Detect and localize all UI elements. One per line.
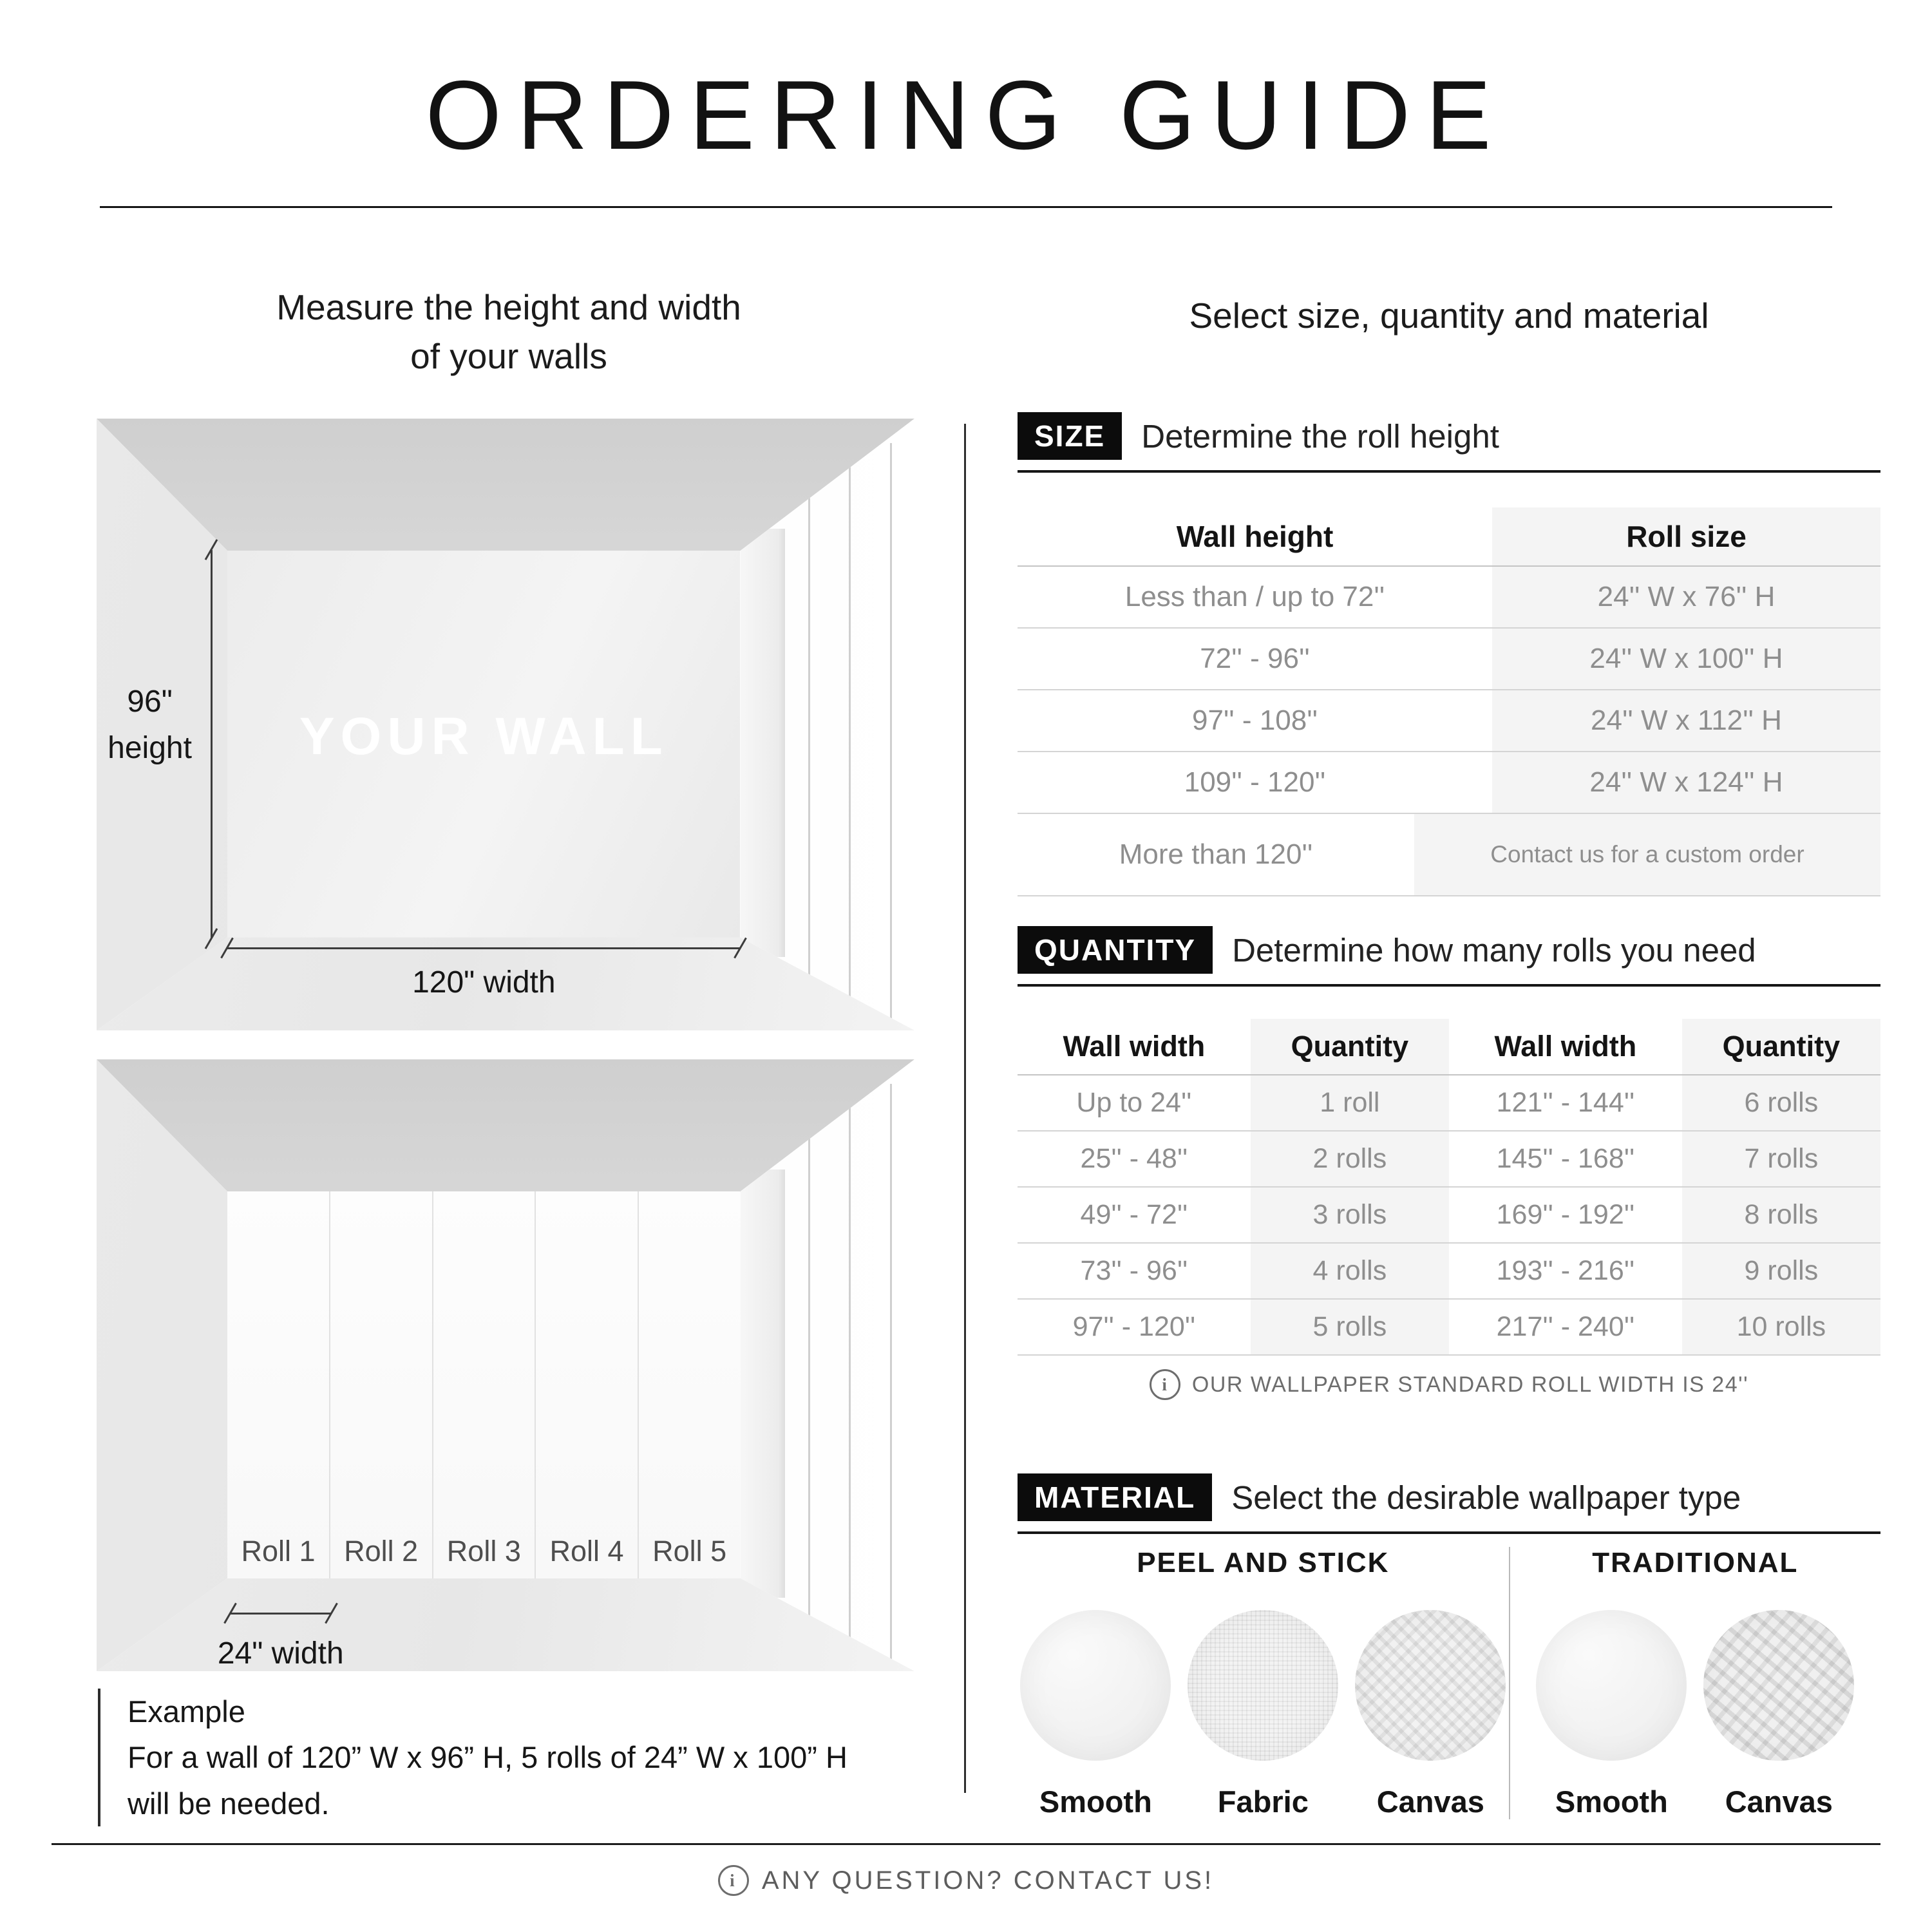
page-title: ORDERING GUIDE — [425, 61, 1507, 170]
title-divider — [100, 206, 1832, 208]
example-line1: For a wall of 120” W x 96” H, 5 rolls of 24” W x 100” H — [128, 1740, 848, 1775]
height-value: 96" — [127, 684, 173, 719]
swatch-fabric — [1188, 1610, 1338, 1761]
quantity-table — [1018, 1019, 1880, 1356]
roll-size-cell: 24'' W x 124'' H — [1492, 752, 1880, 813]
swatch-label: Smooth — [1555, 1785, 1668, 1819]
swatch-canvas — [1703, 1610, 1854, 1761]
roll-size-cell: 24'' W x 100'' H — [1492, 629, 1880, 689]
quantity-cell: 2 rolls — [1251, 1132, 1449, 1186]
quantity-cell: 6 rolls — [1682, 1075, 1880, 1130]
wallpaper-roll-panels — [227, 1191, 740, 1578]
size-table-row — [1018, 690, 1880, 752]
quantity-row — [1018, 1132, 1880, 1188]
material-group-title: TRADITIONAL — [1592, 1547, 1799, 1578]
roll-label: Roll 1 — [241, 1534, 316, 1567]
quantity-cell: 1 roll — [1251, 1075, 1449, 1130]
swatch-label: Fabric — [1217, 1785, 1309, 1819]
quantity-header-cell: Wall width — [1494, 1030, 1637, 1063]
quantity-section-header — [1018, 926, 1880, 987]
roll-panel — [433, 1191, 536, 1578]
swatch-label: Smooth — [1039, 1785, 1152, 1819]
example-block — [98, 1689, 965, 1826]
height-label — [97, 679, 203, 772]
swatch-smooth — [1020, 1610, 1171, 1761]
left-heading-line2: of your walls — [410, 336, 607, 376]
size-table-header-row — [1018, 507, 1880, 567]
swatch-label: Canvas — [1725, 1785, 1833, 1819]
swatch-canvas — [1355, 1610, 1506, 1761]
wall-height-cell: 97'' - 108'' — [1191, 705, 1318, 736]
footer-divider — [52, 1843, 1880, 1845]
info-icon: i — [718, 1865, 749, 1896]
size-section-header — [1018, 412, 1880, 473]
quantity-header-row — [1018, 1019, 1880, 1075]
material-options — [1018, 1547, 1880, 1819]
roll-panel — [227, 1191, 330, 1578]
wall-width-cell: 121'' - 144'' — [1496, 1087, 1635, 1118]
size-subtitle: Determine the roll height — [1141, 417, 1499, 455]
size-table-row — [1018, 629, 1880, 690]
left-heading-line1: Measure the height and width — [276, 287, 741, 327]
wall-height-cell: 72'' - 96'' — [1200, 643, 1310, 674]
quantity-cell: 8 rolls — [1682, 1188, 1880, 1242]
room-illustration-rolls — [97, 1059, 914, 1671]
material-badge: MATERIAL — [1018, 1473, 1212, 1521]
room-illustration-measure — [97, 419, 914, 1030]
wall-width-cell: 193'' - 216'' — [1496, 1255, 1635, 1286]
window-mullion — [849, 443, 851, 1018]
wall-width-cell: 145'' - 168'' — [1496, 1143, 1635, 1174]
wall-height-cell: Less than / up to 72'' — [1124, 581, 1385, 612]
roll-label: Roll 5 — [652, 1534, 727, 1567]
material-option — [1355, 1610, 1506, 1819]
wall-width-cell: 25'' - 48'' — [1080, 1143, 1188, 1174]
example-line2: will be needed. — [128, 1786, 330, 1821]
wall-width-cell: Up to 24'' — [1076, 1087, 1192, 1118]
swatch-smooth — [1536, 1610, 1687, 1761]
wall-width-cell: 97'' - 120'' — [1072, 1311, 1196, 1342]
material-option — [1703, 1610, 1854, 1819]
wall-width-cell: 73'' - 96'' — [1080, 1255, 1188, 1286]
quantity-cell: 5 rolls — [1251, 1300, 1449, 1354]
material-option — [1536, 1610, 1687, 1819]
size-table-row — [1018, 567, 1880, 629]
wall-height-cell: More than 120'' — [1119, 838, 1313, 870]
material-group-traditional — [1509, 1547, 1880, 1819]
size-badge: SIZE — [1018, 412, 1122, 460]
wall-width-cell: 49'' - 72'' — [1080, 1199, 1188, 1230]
wall-width-cell: 169'' - 192'' — [1496, 1199, 1635, 1230]
roll-width-measure-line — [231, 1613, 331, 1615]
quantity-row — [1018, 1075, 1880, 1132]
quantity-header-cell: Quantity — [1251, 1019, 1449, 1074]
material-option — [1188, 1610, 1338, 1819]
height-measure-line — [211, 550, 213, 938]
roll-panel — [639, 1191, 741, 1578]
swatch-row — [1020, 1610, 1506, 1819]
window-mullion — [808, 443, 810, 1018]
footer-note — [0, 1865, 1932, 1896]
quantity-cell: 10 rolls — [1682, 1300, 1880, 1354]
quantity-badge: QUANTITY — [1018, 926, 1213, 974]
roll-size-cell: 24'' W x 76'' H — [1492, 567, 1880, 627]
size-table — [1018, 507, 1880, 896]
quantity-subtitle: Determine how many rolls you need — [1232, 931, 1756, 969]
left-column-heading — [97, 283, 921, 381]
quantity-row — [1018, 1244, 1880, 1300]
roll-panel — [330, 1191, 433, 1578]
column-divider — [964, 424, 966, 1793]
material-group-peel-and-stick — [1018, 1547, 1509, 1819]
your-wall-label: YOUR WALL — [299, 706, 668, 766]
info-icon: i — [1150, 1369, 1180, 1400]
quantity-cell: 9 rolls — [1682, 1244, 1880, 1298]
quantity-row — [1018, 1188, 1880, 1244]
roll-size-cell: Contact us for a custom order — [1414, 814, 1880, 895]
width-measure-line — [227, 947, 740, 949]
material-group-title: PEEL AND STICK — [1137, 1547, 1390, 1578]
window-mullion — [890, 443, 892, 1018]
roll-label: Roll 2 — [344, 1534, 419, 1567]
quantity-row — [1018, 1300, 1880, 1356]
swatch-row — [1536, 1610, 1854, 1819]
size-table-row — [1018, 814, 1880, 896]
material-section-header — [1018, 1473, 1880, 1534]
material-option — [1020, 1610, 1171, 1819]
window-mullion — [808, 1084, 810, 1659]
roll-label: Roll 3 — [446, 1534, 521, 1567]
quantity-cell: 3 rolls — [1251, 1188, 1449, 1242]
window-mullion — [890, 1084, 892, 1659]
height-word: height — [108, 730, 192, 765]
window-mullion — [849, 1084, 851, 1659]
roll-width-label: 24" width — [217, 1636, 344, 1671]
window-frame — [740, 529, 785, 957]
quantity-cell: 7 rolls — [1682, 1132, 1880, 1186]
material-subtitle: Select the desirable wallpaper type — [1231, 1479, 1741, 1516]
wall-height-cell: 109'' - 120'' — [1184, 766, 1326, 798]
footer-note-text: ANY QUESTION? CONTACT US! — [761, 1866, 1215, 1895]
roll-panel — [536, 1191, 639, 1578]
roll-size-cell: 24'' W x 112'' H — [1492, 690, 1880, 751]
quantity-header-cell: Quantity — [1682, 1019, 1880, 1074]
roll-width-note-text: OUR WALLPAPER STANDARD ROLL WIDTH IS 24'' — [1191, 1372, 1749, 1397]
swatch-label: Canvas — [1376, 1785, 1484, 1819]
window-frame — [740, 1170, 785, 1598]
roll-width-note — [1018, 1369, 1880, 1400]
example-title: Example — [128, 1694, 245, 1728]
quantity-header-cell: Wall width — [1063, 1030, 1206, 1063]
wall-width-cell: 217'' - 240'' — [1496, 1311, 1635, 1342]
width-label: 120" width — [412, 965, 556, 1000]
roll-label: Roll 4 — [549, 1534, 624, 1567]
right-column-heading: Select size, quantity and material — [1189, 296, 1709, 336]
size-table-row — [1018, 752, 1880, 814]
quantity-cell: 4 rolls — [1251, 1244, 1449, 1298]
size-col-roll-size: Roll size — [1492, 507, 1880, 565]
size-col-wall-height: Wall height — [1176, 520, 1334, 553]
